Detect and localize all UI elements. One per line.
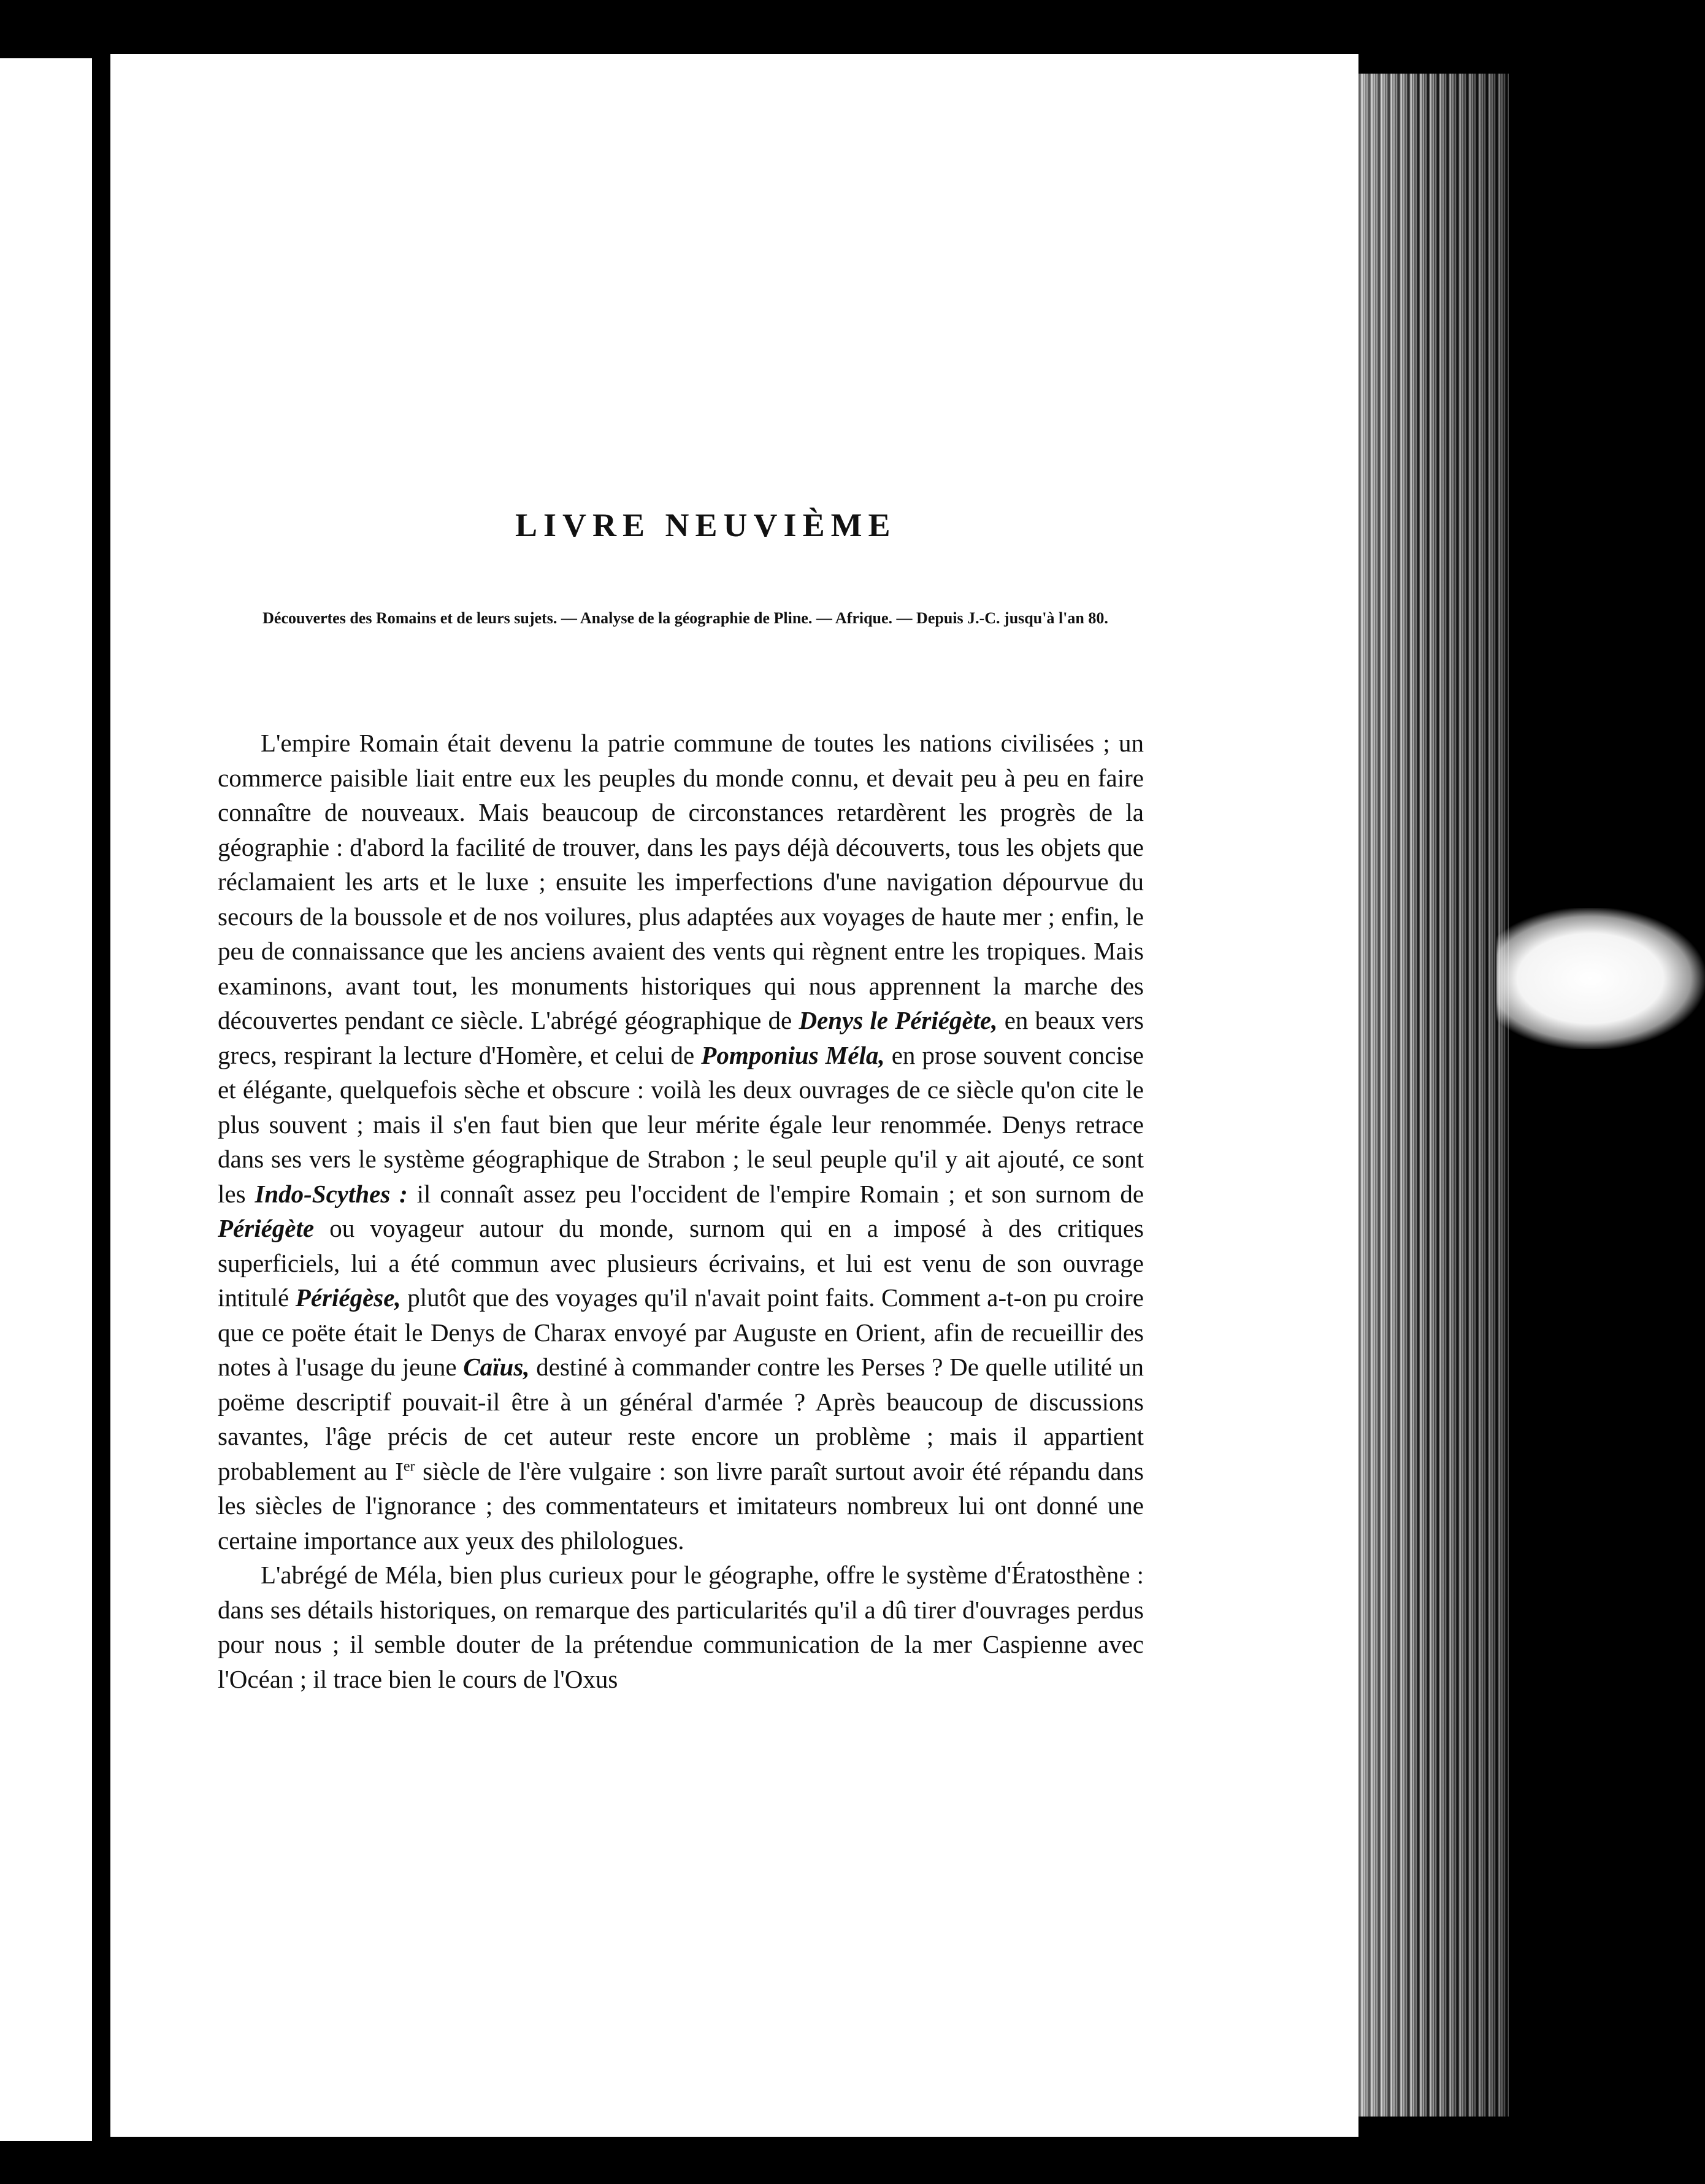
chapter-title: LIVRE NEUVIÈME <box>515 507 897 544</box>
italic-run: Caïus, <box>463 1353 530 1381</box>
body-text <box>218 726 1144 1696</box>
chapter-summary: Découvertes des Romains et de leurs sujets. — Analyse de la géographie de Pline. — Afrique. — Depuis J.-C. jusqu'à l'an 80. <box>262 609 1108 627</box>
text-run: plutôt que des voyages qu'il n'avait point faits. Comment a-t-on pu croire que ce poëte était le Denys de Charax envoyé par Auguste en Orient, afin de recueillir des notes à l'usage du jeune <box>218 1283 1144 1381</box>
italic-run: Périégèse, <box>295 1283 401 1312</box>
text-run: L'abrégé de Méla, bien plus curieux pour le géographe, offre le système d'Ératosthène : dans ses détails historiques, on remarque des particularités qu'il a dû tirer d'ouvrages perdus pour nous ; il semble douter de la prétendue communication de la mer Caspienne avec l'Océan ; il trace bien le cours de l'Oxus <box>218 1561 1144 1693</box>
paper-tear-mark <box>1496 908 1705 1049</box>
text-run: siècle de l'ère vulgaire : son livre paraît surtout avoir été répandu dans les siècles de l'ignorance ; des commentateurs et imitateurs nombreux lui ont donné une certaine importance aux yeux des philologues. <box>218 1456 1144 1555</box>
text-run: ou voyageur autour du monde, surnom qui en a imposé à des critiques superficiels, lui a été commun avec plusieurs écrivains, et lui est venu de son ouvrage intitulé <box>218 1214 1144 1312</box>
italic-run: Denys le Périégète, <box>799 1006 998 1034</box>
paragraph <box>218 1558 1144 1696</box>
superscript-run: er <box>403 1458 415 1474</box>
text-run: destiné à commander contre les Perses ? De quelle utilité un poëme descriptif pouvait-il être à un général d'armée ? Après beaucoup de discussions savantes, l'âge précis de cet auteur reste encore un problème ; mais il appartient probablement au <box>218 1353 1144 1485</box>
italic-run: Pomponius Méla, <box>701 1040 885 1069</box>
paragraph <box>218 726 1144 1558</box>
left-page-edge <box>0 58 92 2141</box>
italic-run: Périégète <box>218 1214 315 1242</box>
text-run: L'empire Romain était devenu la patrie commune de toutes les nations civilisées ; un commerce paisible liait entre eux les peuples du monde connu, et devait peu à peu en faire connaître de nouveaux. Mais beaucoup de circonstances retardèrent les progrès de la géographie : d'abord la facilité de trouver, dans les pays déjà découverts, tous les objets que réclamaient les arts et le luxe ; ensuite les imperfections d'une navigation dépourvue du secours de la boussole et de nos voilures, plus adaptées aux voyages de haute mer ; enfin, le peu de connaissance que les anciens avaient des vents qui règnent entre les tropiques. Mais examinons, avant tout, les monuments historiques qui nous apprennent la marche des découvertes pendant ce siècle. L'abrégé géographique de <box>218 729 1144 1034</box>
fore-edge-shading <box>1358 74 1509 2117</box>
italic-run: Indo-Scythes : <box>255 1179 408 1208</box>
text-run: I <box>395 1456 404 1485</box>
text-run: en prose souvent concise et élégante, quelquefois sèche et obscure : voilà les deux ouvrages de ce siècle qu'on cite le plus souvent ; mais il s'en faut bien que leur mérite égale leur renommée. Denys retrace dans ses vers le système géographique de Strabon ; le seul peuple qu'il y ait ajouté, ce sont les <box>218 1040 1144 1208</box>
book-gutter <box>92 52 110 2150</box>
text-run: en beaux vers grecs, respirant la lecture d'Homère, et celui de <box>218 1006 1144 1069</box>
text-run: il connaît assez peu l'occident de l'empire Romain ; et son surnom de <box>407 1179 1144 1208</box>
